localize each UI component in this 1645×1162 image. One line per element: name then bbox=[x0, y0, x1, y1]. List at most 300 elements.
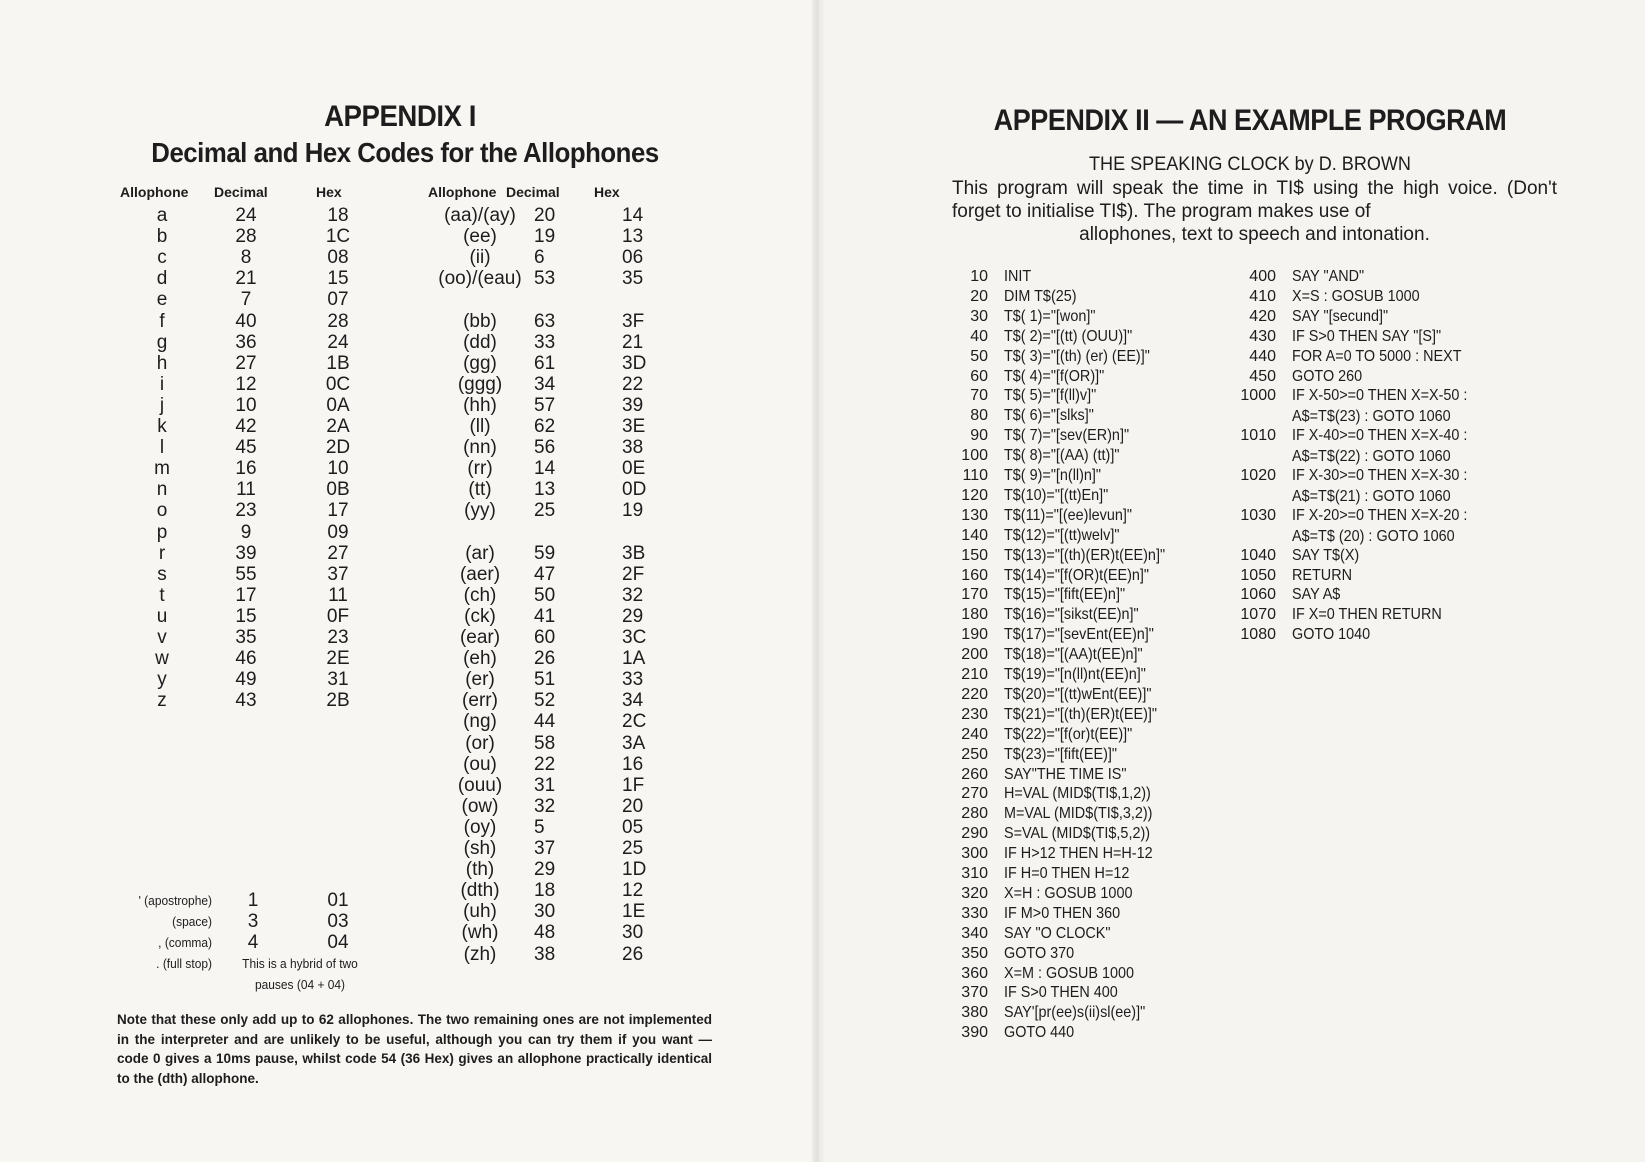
cell-decimal: 20 bbox=[534, 205, 556, 226]
cell-hex: 12 bbox=[622, 880, 644, 902]
header-allophone: Allophone bbox=[428, 184, 497, 200]
cell-decimal: 37 bbox=[534, 838, 556, 859]
cell-allophone: o bbox=[156, 500, 168, 522]
cell-hex: 37 bbox=[327, 563, 349, 585]
line-number: 20 bbox=[970, 287, 988, 305]
cell-decimal: 45 bbox=[235, 437, 257, 459]
cell-hex: 3E bbox=[622, 416, 646, 437]
cell-hex: 0D bbox=[622, 479, 647, 501]
cell-hex: 08 bbox=[327, 247, 349, 269]
line-number: 50 bbox=[970, 347, 988, 365]
line-number: 260 bbox=[961, 765, 988, 783]
cell-decimal: 10 bbox=[235, 394, 257, 416]
footnote: Note that these only add up to 62 allophones. The two remaining ones are not implemented in the interpreter and are unlikely to be useful, although you can try them if you want — code 0 gives a 10ms pause, whilst code 54 (36 Hex) gives an allophone practically identical to the (dth) allophone. bbox=[117, 1012, 712, 1086]
cell-allophone: (oy) bbox=[463, 816, 497, 838]
line-code bbox=[1004, 744, 1117, 765]
line-code bbox=[1004, 903, 1120, 924]
code-text: X=H : GOSUB 1000 bbox=[1004, 884, 1133, 902]
line-number: 330 bbox=[961, 904, 988, 922]
cell-decimal: 29 bbox=[534, 859, 556, 881]
cell-decimal: 11 bbox=[236, 479, 256, 501]
cell-decimal: 26 bbox=[534, 648, 556, 670]
cell-hex: 29 bbox=[622, 605, 644, 627]
line-code bbox=[1004, 465, 1101, 486]
cell-hex: 0E bbox=[622, 458, 646, 480]
punct-hex: 03 bbox=[327, 911, 349, 932]
cell-hex: 26 bbox=[622, 943, 644, 965]
cell-allophone: (th) bbox=[465, 859, 495, 881]
cell-allophone: (er) bbox=[465, 669, 495, 691]
code-text: T$( 6)="[slks]" bbox=[1004, 407, 1094, 425]
line-number: 270 bbox=[961, 785, 988, 803]
cell-hex: 2B bbox=[326, 690, 350, 712]
header-decimal: Decimal bbox=[506, 184, 560, 200]
code-text: T$(17)="[sevEnt(EE)n]" bbox=[1004, 626, 1154, 644]
line-number: 90 bbox=[970, 427, 988, 445]
line-number: 410 bbox=[1249, 287, 1276, 305]
cell-hex: 1F bbox=[622, 774, 645, 796]
cell-allophone: h bbox=[156, 352, 168, 374]
cell-hex: 07 bbox=[327, 289, 349, 311]
cell-decimal: 25 bbox=[534, 500, 556, 522]
code-text: T$( 8)="[(AA) (tt)]" bbox=[1004, 447, 1120, 465]
cell-hex: 06 bbox=[622, 247, 644, 269]
cell-hex: 14 bbox=[622, 205, 644, 226]
punct-name: (space) bbox=[172, 914, 212, 929]
cell-hex: 13 bbox=[622, 226, 644, 248]
line-number: 10 bbox=[970, 268, 988, 285]
cell-hex: 17 bbox=[327, 500, 349, 522]
cell-decimal: 49 bbox=[235, 669, 257, 691]
cell-allophone: (err) bbox=[462, 690, 498, 712]
cell-hex: 2E bbox=[326, 648, 350, 670]
cell-allophone: (zh) bbox=[463, 943, 497, 965]
code-text: DIM T$(25) bbox=[1004, 287, 1077, 305]
cell-decimal: 34 bbox=[534, 373, 556, 395]
code-text: T$( 5)="[f(ll)v]" bbox=[1004, 387, 1097, 405]
cell-decimal: 53 bbox=[534, 268, 556, 290]
cell-allophone: (ow) bbox=[461, 795, 499, 817]
cell-hex: 27 bbox=[327, 542, 349, 564]
cell-allophone: (bb) bbox=[463, 310, 497, 332]
cell-decimal: 13 bbox=[534, 479, 556, 501]
line-code bbox=[1004, 1002, 1145, 1023]
cell-hex: 2A bbox=[326, 416, 350, 437]
code-text: T$( 4)="[f(OR)]" bbox=[1004, 367, 1105, 385]
line-code bbox=[1004, 565, 1149, 586]
line-number: 70 bbox=[970, 387, 988, 405]
cell-allophone: (ggg) bbox=[457, 373, 503, 395]
cell-allophone: r bbox=[158, 542, 166, 564]
cell-decimal: 19 bbox=[534, 226, 556, 248]
line-code bbox=[1004, 306, 1095, 327]
line-number: 290 bbox=[961, 825, 988, 843]
line-code bbox=[1004, 863, 1129, 884]
code-text: T$(18)="[(AA)t(EE)n]" bbox=[1004, 646, 1143, 664]
line-code bbox=[1292, 346, 1462, 367]
cell-hex: 3A bbox=[622, 732, 646, 754]
code-text: IF X=0 THEN RETURN bbox=[1292, 606, 1442, 624]
cell-hex: 2C bbox=[622, 711, 647, 733]
cell-allophone: u bbox=[156, 605, 168, 627]
cell-allophone: (rr) bbox=[467, 458, 493, 480]
line-code bbox=[1292, 545, 1359, 566]
cell-hex: 23 bbox=[327, 627, 349, 648]
cell-decimal: 9 bbox=[240, 521, 252, 543]
code-text: T$(19)="[n(ll)nt(EE)n]" bbox=[1004, 666, 1146, 683]
code-text: SAY"THE TIME IS" bbox=[1004, 765, 1127, 783]
line-number: 80 bbox=[970, 407, 988, 425]
code-text: T$(11)="[(ee)levun]" bbox=[1004, 506, 1133, 524]
cell-hex: 38 bbox=[622, 437, 644, 459]
line-number: 240 bbox=[961, 725, 988, 743]
cell-decimal: 44 bbox=[534, 711, 556, 733]
cell-hex: 16 bbox=[622, 753, 644, 775]
code-text: IF X-20>=0 THEN X=X-20 : bbox=[1292, 506, 1468, 524]
cell-hex: 15 bbox=[327, 268, 349, 290]
cell-allophone: c bbox=[157, 247, 167, 269]
cell-decimal: 55 bbox=[235, 563, 257, 585]
line-number: 390 bbox=[961, 1024, 988, 1042]
code-text: H=VAL (MID$(TI$,1,2)) bbox=[1004, 785, 1151, 803]
cell-allophone: t bbox=[159, 584, 165, 606]
cell-allophone: e bbox=[156, 289, 168, 311]
line-number: 1010 bbox=[1240, 427, 1276, 445]
line-code bbox=[1004, 923, 1111, 944]
code-text: IF X-40>=0 THEN X=X-40 : bbox=[1292, 427, 1468, 445]
code-text: SAY T$(X) bbox=[1292, 546, 1360, 564]
punct-decimal: 3 bbox=[247, 911, 259, 932]
line-number: 300 bbox=[961, 845, 988, 863]
line-code bbox=[1004, 604, 1139, 625]
cell-allophone: s bbox=[157, 563, 167, 585]
line-code bbox=[1292, 565, 1352, 586]
cell-decimal: 23 bbox=[235, 500, 257, 522]
code-text: S=VAL (MID$(TI$,5,2)) bbox=[1004, 825, 1151, 843]
cell-allophone: z bbox=[157, 690, 167, 712]
code-text: IF M>0 THEN 360 bbox=[1004, 904, 1121, 922]
cell-hex: 24 bbox=[327, 331, 349, 353]
code-text: SAY A$ bbox=[1292, 586, 1341, 604]
code-text: IF X-30>=0 THEN X=X-30 : bbox=[1292, 467, 1468, 484]
line-number: 440 bbox=[1249, 347, 1276, 365]
line-code bbox=[1292, 366, 1362, 387]
cell-hex: 0B bbox=[326, 479, 350, 501]
cell-hex: 3D bbox=[622, 352, 647, 374]
cell-allophone: f bbox=[159, 310, 165, 332]
line-number: 420 bbox=[1249, 307, 1276, 325]
code-continuation: A$=T$(21) : GOTO 1060 bbox=[1292, 488, 1451, 505]
line-number: 150 bbox=[961, 546, 988, 564]
cell-allophone: (ch) bbox=[463, 584, 497, 606]
line-code bbox=[1004, 883, 1132, 904]
code-text: GOTO 370 bbox=[1004, 944, 1075, 962]
cell-allophone: l bbox=[159, 437, 165, 459]
code-continuation: A$=T$(23) : GOTO 1060 bbox=[1292, 408, 1451, 426]
cell-hex: 18 bbox=[327, 205, 349, 226]
punct-note: pauses (04 + 04) bbox=[254, 977, 346, 992]
cell-decimal: 51 bbox=[534, 669, 556, 691]
cell-decimal: 47 bbox=[534, 563, 556, 585]
punct-hex: 04 bbox=[327, 932, 349, 953]
cell-decimal: 32 bbox=[534, 795, 556, 817]
code-text: FOR A=0 TO 5000 : NEXT bbox=[1292, 347, 1462, 365]
cell-allophone: (nn) bbox=[463, 437, 497, 459]
cell-allophone: p bbox=[156, 521, 168, 543]
cell-decimal: 38 bbox=[534, 943, 556, 965]
line-code bbox=[1292, 425, 1467, 467]
cell-allophone: b bbox=[156, 226, 168, 248]
line-code bbox=[1292, 385, 1467, 427]
header-allophone: Allophone bbox=[120, 184, 189, 200]
code-text: SAY "AND" bbox=[1292, 268, 1365, 285]
header-hex: Hex bbox=[594, 184, 620, 200]
cell-hex: 25 bbox=[622, 838, 644, 859]
cell-hex: 11 bbox=[328, 584, 348, 606]
cell-decimal: 58 bbox=[534, 732, 556, 754]
appendix-ii-title: APPENDIX II — AN EXAMPLE PROGRAM bbox=[993, 104, 1507, 137]
cell-allophone: (yy) bbox=[464, 500, 496, 522]
line-code bbox=[1004, 803, 1152, 824]
line-number: 120 bbox=[961, 486, 988, 504]
line-code bbox=[1004, 704, 1157, 725]
cell-allophone: (eh) bbox=[463, 648, 497, 670]
line-number: 430 bbox=[1249, 327, 1276, 345]
cell-allophone: (oo)/(eau) bbox=[438, 268, 522, 290]
code-text: T$(16)="[sikst(EE)n]" bbox=[1004, 606, 1139, 624]
line-code bbox=[1292, 266, 1364, 287]
cell-decimal: 48 bbox=[534, 922, 556, 944]
line-number: 130 bbox=[961, 506, 988, 524]
line-number: 40 bbox=[970, 327, 988, 345]
line-code bbox=[1004, 326, 1132, 347]
cell-decimal: 35 bbox=[235, 627, 257, 648]
line-code bbox=[1292, 604, 1442, 625]
code-text: IF S>0 THEN SAY "[S]" bbox=[1292, 327, 1442, 345]
cell-allophone: v bbox=[157, 627, 167, 648]
cell-hex: 3C bbox=[622, 627, 647, 648]
cell-allophone: d bbox=[156, 268, 168, 290]
cell-hex: 2D bbox=[325, 437, 351, 459]
cell-allophone: m bbox=[154, 458, 170, 480]
cell-hex: 21 bbox=[622, 331, 644, 353]
cell-decimal: 46 bbox=[235, 648, 257, 670]
line-number: 160 bbox=[961, 566, 988, 584]
cell-decimal: 24 bbox=[235, 205, 257, 226]
line-code bbox=[1004, 366, 1104, 387]
header-hex: Hex bbox=[316, 184, 342, 200]
cell-hex: 05 bbox=[622, 816, 644, 838]
line-code bbox=[1004, 425, 1129, 446]
page-gutter bbox=[812, 0, 824, 1162]
cell-decimal: 30 bbox=[534, 901, 556, 923]
line-number: 1020 bbox=[1240, 467, 1276, 484]
code-text: T$(22)="[f(or)t(EE)]" bbox=[1004, 725, 1133, 743]
code-text: T$( 3)="[(th) (er) (EE)]" bbox=[1004, 347, 1150, 365]
code-text: T$(10)="[(tt)En]" bbox=[1004, 486, 1109, 504]
cell-decimal: 28 bbox=[235, 226, 257, 248]
cell-hex: 1D bbox=[622, 859, 647, 881]
punct-name: . (full stop) bbox=[156, 956, 212, 971]
cell-decimal: 7 bbox=[240, 289, 252, 311]
cell-decimal: 41 bbox=[534, 605, 556, 627]
code-text: IF X-50>=0 THEN X=X-50 : bbox=[1292, 387, 1468, 405]
code-text: SAY "O CLOCK" bbox=[1004, 924, 1111, 942]
cell-decimal: 12 bbox=[235, 373, 257, 395]
code-text: GOTO 440 bbox=[1004, 1024, 1075, 1042]
cell-hex: 22 bbox=[622, 373, 644, 395]
line-number: 110 bbox=[962, 467, 988, 484]
line-number: 180 bbox=[961, 606, 988, 624]
cell-allophone: y bbox=[157, 669, 167, 691]
cell-decimal: 14 bbox=[534, 458, 556, 480]
line-number: 1000 bbox=[1240, 387, 1276, 405]
cell-hex: 34 bbox=[622, 690, 644, 712]
line-number: 280 bbox=[961, 805, 988, 823]
line-number: 370 bbox=[961, 984, 988, 1002]
cell-allophone: (aa)/(ay) bbox=[444, 205, 516, 226]
punct-name: ' (apostrophe) bbox=[138, 893, 212, 908]
cell-hex: 39 bbox=[622, 394, 644, 416]
cell-hex: 35 bbox=[622, 268, 644, 290]
code-text: T$(20)="[(tt)wEnt(EE)]" bbox=[1004, 685, 1152, 703]
cell-decimal: 40 bbox=[235, 310, 257, 332]
line-number: 210 bbox=[961, 666, 988, 683]
intro-text: This program will speak the time in TI$ using the high voice. (Don't forget to initialise TI$). The program makes use of bbox=[952, 178, 1557, 222]
cell-allophone: g bbox=[156, 331, 168, 353]
cell-decimal: 21 bbox=[235, 268, 257, 290]
code-text: GOTO 1040 bbox=[1292, 626, 1371, 644]
cell-hex: 0F bbox=[326, 605, 350, 627]
cell-allophone: (ll) bbox=[469, 416, 491, 437]
line-code bbox=[1004, 584, 1125, 605]
cell-decimal: 27 bbox=[235, 352, 257, 374]
punct-hex: 01 bbox=[327, 890, 349, 911]
line-number: 320 bbox=[961, 884, 988, 902]
cell-hex: 31 bbox=[327, 669, 349, 691]
line-code bbox=[1004, 545, 1165, 566]
code-text: T$( 9)="[n(ll)n]" bbox=[1004, 467, 1102, 484]
appendix-title: APPENDIX I bbox=[324, 100, 476, 133]
code-text: IF H=0 THEN H=12 bbox=[1004, 865, 1130, 882]
punct-note: This is a hybrid of two bbox=[242, 956, 358, 971]
program-subtitle: THE SPEAKING CLOCK by D. BROWN bbox=[1089, 154, 1411, 175]
line-code bbox=[1004, 843, 1153, 864]
line-code bbox=[1004, 963, 1134, 984]
line-code bbox=[1004, 346, 1150, 367]
line-code bbox=[1004, 644, 1143, 665]
line-code bbox=[1004, 664, 1146, 685]
cell-decimal: 15 bbox=[235, 605, 257, 627]
cell-decimal: 50 bbox=[534, 584, 556, 606]
line-number: 450 bbox=[1249, 367, 1276, 385]
cell-hex: 1B bbox=[326, 352, 350, 374]
line-number: 60 bbox=[970, 367, 988, 385]
cell-allophone: n bbox=[156, 479, 168, 501]
cell-decimal: 33 bbox=[534, 331, 556, 353]
line-code bbox=[1292, 306, 1388, 327]
line-code bbox=[1292, 286, 1420, 307]
code-text: SAY "[secund]" bbox=[1292, 307, 1389, 325]
cell-hex: 2F bbox=[622, 563, 645, 585]
cell-allophone: w bbox=[155, 648, 169, 670]
cell-decimal: 6 bbox=[534, 247, 545, 269]
cell-allophone: j bbox=[159, 394, 165, 416]
line-number: 1060 bbox=[1240, 586, 1276, 604]
cell-hex: 0C bbox=[325, 373, 351, 395]
code-continuation: A$=T$ (20) : GOTO 1060 bbox=[1292, 527, 1455, 545]
cell-decimal: 8 bbox=[240, 247, 252, 269]
cell-decimal: 31 bbox=[534, 774, 556, 796]
line-number: 230 bbox=[961, 705, 988, 723]
line-number: 140 bbox=[961, 526, 988, 544]
code-text: SAY'[pr(ee)s(ii)sl(ee)]" bbox=[1004, 1004, 1146, 1022]
code-text: GOTO 260 bbox=[1292, 367, 1363, 385]
cell-allophone: a bbox=[156, 205, 168, 226]
cell-decimal: 42 bbox=[235, 416, 257, 437]
cell-decimal: 61 bbox=[534, 352, 556, 374]
header-decimal: Decimal bbox=[214, 184, 268, 200]
appendix-subtitle: Decimal and Hex Codes for the Allophones bbox=[151, 137, 659, 168]
line-number: 190 bbox=[961, 626, 988, 644]
line-code bbox=[1004, 286, 1077, 307]
line-number: 100 bbox=[961, 447, 988, 465]
cell-hex: 19 bbox=[622, 500, 644, 522]
cell-decimal: 56 bbox=[534, 437, 556, 459]
cell-decimal: 43 bbox=[235, 690, 257, 712]
intro-text-end: allophones, text to speech and intonation. bbox=[1079, 224, 1430, 245]
cell-allophone: (gg) bbox=[463, 352, 497, 374]
line-code bbox=[1292, 505, 1467, 547]
punct-decimal: 4 bbox=[247, 932, 259, 953]
cell-allophone: i bbox=[159, 373, 165, 395]
cell-decimal: 22 bbox=[534, 753, 556, 775]
code-text: X=S : GOSUB 1000 bbox=[1292, 287, 1420, 305]
cell-hex: 30 bbox=[622, 922, 644, 944]
line-code bbox=[1004, 624, 1154, 645]
cell-allophone: k bbox=[157, 416, 167, 437]
cell-decimal: 63 bbox=[534, 310, 556, 332]
cell-allophone: (hh) bbox=[463, 394, 497, 416]
code-text: IF H>12 THEN H=H-12 bbox=[1004, 845, 1153, 863]
line-number: 200 bbox=[961, 646, 988, 664]
cell-decimal: 18 bbox=[534, 880, 556, 902]
cell-hex: 1E bbox=[622, 901, 646, 923]
code-text: T$( 7)="[sev(ER)n]" bbox=[1004, 427, 1130, 445]
line-code bbox=[1004, 943, 1074, 964]
cell-allophone: (or) bbox=[465, 732, 495, 754]
cell-allophone: (ear) bbox=[459, 627, 501, 648]
cell-allophone: (uh) bbox=[463, 901, 497, 923]
line-number: 1040 bbox=[1240, 546, 1276, 564]
line-number: 1050 bbox=[1240, 566, 1276, 584]
cell-decimal: 57 bbox=[534, 394, 556, 416]
cell-decimal: 5 bbox=[534, 816, 545, 838]
cell-allophone: (wh) bbox=[461, 922, 499, 944]
code-text: RETURN bbox=[1292, 566, 1353, 584]
line-code bbox=[1292, 584, 1340, 605]
cell-hex: 1A bbox=[622, 648, 646, 670]
cell-decimal: 52 bbox=[534, 690, 556, 712]
code-text: T$(14)="[f(OR)t(EE)n]" bbox=[1004, 566, 1150, 584]
cell-hex: 28 bbox=[327, 310, 349, 332]
cell-decimal: 59 bbox=[534, 542, 556, 564]
cell-decimal: 16 bbox=[235, 458, 257, 480]
cell-allophone: (tt) bbox=[468, 479, 492, 501]
code-text: T$(23)="[fift(EE)]" bbox=[1004, 745, 1118, 763]
code-continuation: A$=T$(22) : GOTO 1060 bbox=[1292, 448, 1451, 466]
line-number: 1080 bbox=[1240, 626, 1276, 644]
